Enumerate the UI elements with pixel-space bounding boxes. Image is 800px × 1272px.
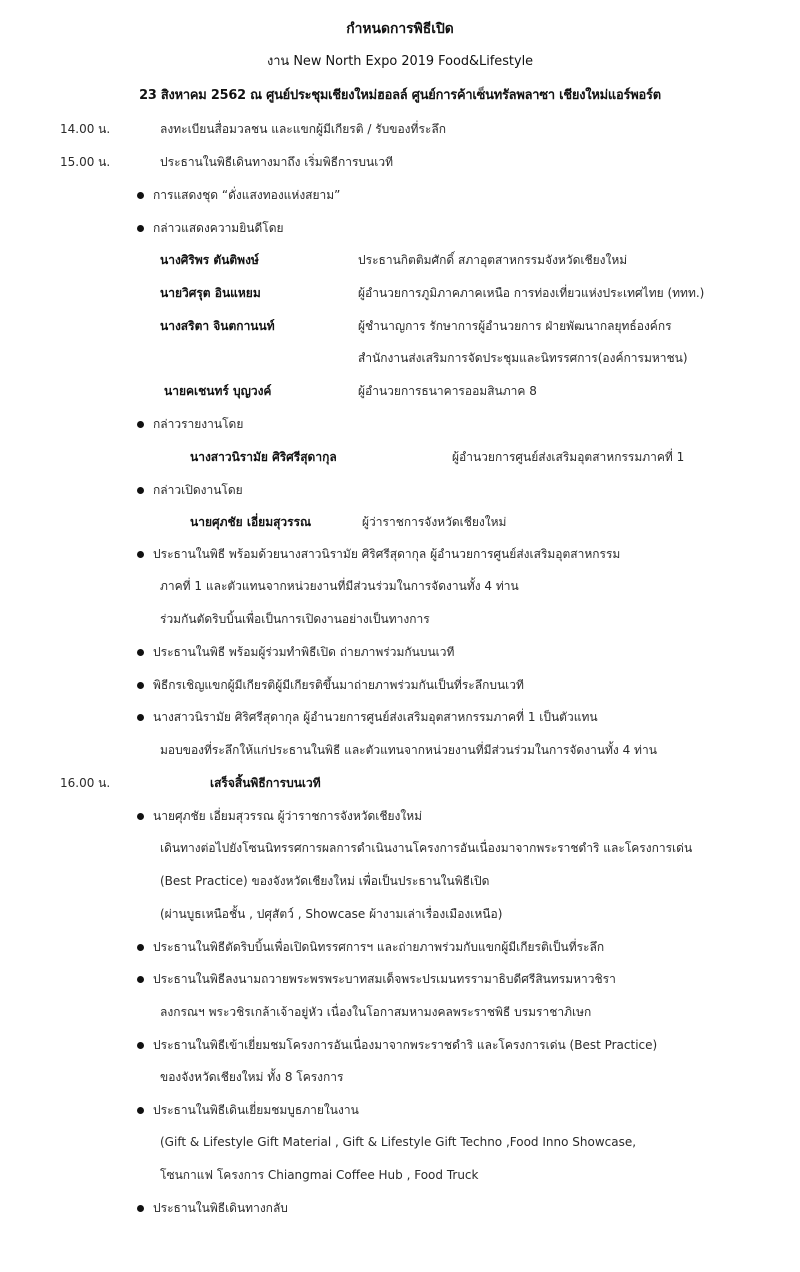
exhibit-open-item: ประธานในพิธีตัดริบบิ้นเพื่อเปิดนิทรรศการฯ และถ่ายภาพร่วมกับแขกผู้มีเกียรติเป็นที่ระลึก <box>153 940 605 954</box>
opening-item: กล่าวเปิดงานโดย <box>153 483 243 497</box>
photo-item: ประธานในพิธี พร้อมผู้ร่วมทำพิธีเปิด ถ่ายภาพร่วมกันบนเวที <box>153 645 455 659</box>
visit-item-continued: ของจังหวัดเชียงใหม่ ทั้ง 8 โครงการ <box>160 1070 344 1084</box>
souvenir-item-continued: มอบของที่ระลึกให้แก่ประธานในพิธี และตัวแทนจากหน่วยงานที่มีส่วนร่วมในการจัดงานทั้ง 4 ท่าน <box>160 743 657 757</box>
speaker-name: นายศุภชัย เอี่ยมสุวรรณ <box>190 515 312 529</box>
time-1600: 16.00 น. <box>60 776 111 790</box>
ceremony-end-text: เสร็จสิ้นพิธีการบนเวที <box>210 776 321 790</box>
speaker-role: ผู้อำนวยการภูมิภาคภาคเหนือ การท่องเที่ยวแห่งประเทศไทย (ททท.) <box>358 286 705 300</box>
ribbon-item: ประธานในพิธี พร้อมด้วยนางสาวนิรามัย ศิริศรีสุดากุล ผู้อำนวยการศูนย์ส่งเสริมอุตสาหกรรม <box>153 547 621 561</box>
event-date-venue: 23 สิงหาคม 2562 ณ ศูนย์ประชุมเชียงใหม่ฮอลล์ ศูนย์การค้าเซ็นทรัลพลาซา เชียงใหม่แอร์พอร์ต <box>139 88 661 103</box>
event-subtitle: งาน New North Expo 2019 Food&Lifestyle <box>266 54 534 69</box>
bullet-icon <box>137 682 144 689</box>
tour-item: นายศุภชัย เอี่ยมสุวรรณ ผู้ว่าราชการจังหวัดเชียงใหม่ <box>153 809 423 823</box>
bullet-icon <box>137 1205 144 1212</box>
depart-item: ประธานในพิธีเดินทางกลับ <box>153 1201 288 1215</box>
bullet-icon <box>137 976 144 983</box>
bullet-icon <box>137 944 144 951</box>
speaker-name: นายคเชนทร์ บุญวงค์ <box>164 384 272 398</box>
speaker-role: ประธานกิตติมศักดิ์ สภาอุตสาหกรรมจังหวัดเชียงใหม่ <box>358 253 628 267</box>
booths-item: ประธานในพิธีเดินเยี่ยมชมบูธภายในงาน <box>153 1103 359 1117</box>
ceremony-start-text: ประธานในพิธีเดินทางมาถึง เริ่มพิธีการบนเวที <box>160 155 393 169</box>
speaker-role: ผู้ชำนาญการ รักษาการผู้อำนวยการ ฝ่ายพัฒนากลยุทธ์องค์กร <box>358 319 672 333</box>
ribbon-item-continued: ร่วมกันตัดริบบิ้นเพื่อเป็นการเปิดงานอย่างเป็นทางการ <box>160 612 430 626</box>
souvenir-item: นางสาวนิรามัย ศิริศรีสุดากุล ผู้อำนวยการศูนย์ส่งเสริมอุตสาหกรรมภาคที่ 1 เป็นตัวแทน <box>153 710 598 724</box>
visit-item: ประธานในพิธีเข้าเยี่ยมชมโครงการอันเนื่องมาจากพระราชดำริ และโครงการเด่น (Best Practice) <box>153 1038 658 1052</box>
document-title: กำหนดการพิธีเปิด <box>346 21 454 37</box>
bullet-icon <box>137 487 144 494</box>
report-item: กล่าวรายงานโดย <box>153 417 244 431</box>
bullet-icon <box>137 1042 144 1049</box>
sign-item-continued: ลงกรณฯ พระวชิรเกล้าเจ้าอยู่หัว เนื่องในโอกาสมหามงคลพระราชพิธี บรมราชาภิเษก <box>160 1005 592 1019</box>
speaker-name: นางสาวนิรามัย ศิริศรีสุดากุล <box>190 450 337 464</box>
registration-text: ลงทะเบียนสื่อมวลชน และแขกผู้มีเกียรติ / รับของที่ระลึก <box>160 122 446 136</box>
time-1500: 15.00 น. <box>60 155 111 169</box>
ribbon-item-continued: ภาคที่ 1 และตัวแทนจากหน่วยงานที่มีส่วนร่วมในการจัดงานทั้ง 4 ท่าน <box>160 579 519 593</box>
speaker-role: ผู้อำนวยการธนาคารออมสินภาค 8 <box>358 384 537 398</box>
bullet-icon <box>137 192 144 199</box>
bullet-icon <box>137 225 144 232</box>
tour-item-continued: (ผ่านบูธเหนือชั้น , ปศุสัตว์ , Showcase ผ้างามเล่าเรื่องเมืองเหนือ) <box>160 907 503 921</box>
bullet-icon <box>137 1107 144 1114</box>
bullet-icon <box>137 551 144 558</box>
show-item: การแสดงชุด “ดั่งแสงทองแห่งสยาม” <box>153 188 341 202</box>
bullet-icon <box>137 714 144 721</box>
speaker-name: นางศิริพร ตันติพงษ์ <box>160 253 259 267</box>
time-1400: 14.00 น. <box>60 122 111 136</box>
speaker-role: ผู้อำนวยการศูนย์ส่งเสริมอุตสาหกรรมภาคที่ 1 <box>452 450 685 464</box>
bullet-icon <box>137 649 144 656</box>
speaker-name: นายวิศรุต อินแหยม <box>160 286 261 300</box>
bullet-icon <box>137 813 144 820</box>
speaker-role: ผู้ว่าราชการจังหวัดเชียงใหม่ <box>362 515 507 529</box>
speaker-name: นางสริตา จินตกานนท์ <box>160 319 275 333</box>
speaker-role-continued: สำนักงานส่งเสริมการจัดประชุมและนิทรรศการ(องค์การมหาชน) <box>358 351 688 365</box>
sign-item: ประธานในพิธีลงนามถวายพระพรพระบาทสมเด็จพระปรเมนทรรามาธิบดีศรีสินทรมหาวชิรา <box>153 972 616 986</box>
booths-item-continued: (Gift & Lifestyle Gift Material , Gift & Lifestyle Gift Techno ,Food Inno Showcase, <box>160 1135 637 1149</box>
booths-item-continued: โซนกาแฟ โครงการ Chiangmai Coffee Hub , Food Truck <box>160 1168 479 1182</box>
welcome-item: กล่าวแสดงความยินดีโดย <box>153 221 284 235</box>
tour-item-continued: (Best Practice) ของจังหวัดเชียงใหม่ เพื่อเป็นประธานในพิธีเปิด <box>160 874 490 888</box>
bullet-icon <box>137 421 144 428</box>
tour-item-continued: เดินทางต่อไปยังโซนนิทรรศการผลการดำเนินงานโครงการอันเนื่องมาจากพระราชดำริ และโครงการเด่น <box>160 841 693 855</box>
guests-photo-item: พิธีกรเชิญแขกผู้มีเกียรติผู้มีเกียรติขึ้นมาถ่ายภาพร่วมกันเป็นที่ระลึกบนเวที <box>153 678 524 692</box>
